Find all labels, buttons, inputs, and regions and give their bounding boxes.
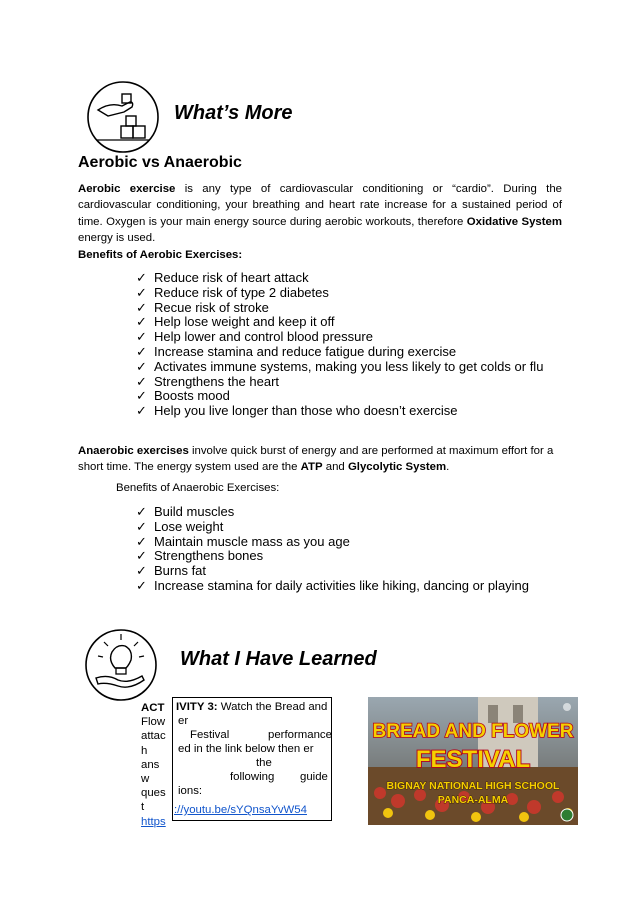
activity-box: [172, 697, 332, 821]
festival-location: PANCA-ALMA: [437, 794, 509, 806]
list-item: ✓ Increase stamina for daily activities like hiking, dancing or playing: [136, 577, 530, 593]
list-item: ✓ Maintain muscle mass as you age: [136, 533, 350, 549]
list-item: ✓ Burns fat: [136, 563, 207, 579]
section-title-whats-more: What’s More: [174, 102, 293, 124]
activity-line-6a: following: [230, 771, 275, 783]
section-title-what-i-have-learned: What I Have Learned: [180, 648, 377, 670]
activity-line-3a: Festival: [190, 729, 230, 741]
list-item: ✓ Strengthens the heart: [136, 373, 280, 389]
anaerobic-paragraph: [78, 443, 568, 476]
check-icon: ✓: [136, 314, 147, 330]
activity-line-7: ions:: [178, 785, 203, 797]
festival-school-name: BIGNAY NATIONAL HIGH SCHOOL: [386, 780, 560, 792]
activity-link-fragment[interactable]: https: [141, 815, 166, 828]
list-item: ✓ Boosts mood: [136, 388, 230, 404]
activity-left-column: [141, 701, 166, 829]
aerobic-text-end: energy is used.: [78, 231, 156, 244]
activity-fragment: t: [141, 801, 145, 814]
activity-line-3b: performance: [268, 729, 332, 741]
list-item: ✓ Increase stamina and reduce fatigue during exercise: [136, 343, 457, 359]
anaerobic-text-and: and: [322, 461, 348, 474]
term-aerobic-exercise: Aerobic exercise: [78, 183, 176, 195]
anaerobic-text: involve quick burst of energy and are performed at maximum effort for a short time. The energy system used are the: [78, 445, 554, 474]
aerobic-paragraph: [78, 181, 562, 246]
activity-line-5: the: [256, 757, 272, 769]
term-glycolytic-system: Glycolytic System: [347, 461, 447, 474]
list-item: ✓ Activates immune systems, making you less likely to get colds or flu: [136, 358, 544, 374]
activity-line-1: IVITY 3: Watch the Bread and: [176, 701, 328, 713]
activity-line-2: er: [178, 715, 189, 727]
anaerobic-benefits-list: [136, 505, 529, 594]
subheading-aerobic-vs-anaerobic: Aerobic vs Anaerobic: [78, 154, 242, 171]
aerobic-benefits-list: [136, 271, 543, 419]
festival-photo: [368, 697, 578, 825]
aerobic-text: is any type of cardiovascular conditioning or “cardio”. During the cardiovascular conditioning, your breathing and heart rate increase for a sustained period of time. Oxygen is your main energy source during aerobic workouts, therefore: [78, 183, 563, 228]
hand-blocks-icon: [86, 80, 160, 154]
list-item: ✓ Lose weight: [136, 518, 224, 534]
activity-fragment: w: [141, 773, 150, 786]
check-icon: ✓: [136, 504, 147, 519]
check-icon: ✓: [136, 533, 147, 549]
check-icon: ✓: [136, 270, 147, 285]
check-icon: ✓: [136, 548, 147, 564]
check-icon: ✓: [136, 329, 147, 345]
check-icon: ✓: [136, 577, 147, 593]
activity-fragment: ans: [141, 758, 160, 771]
term-atp: ATP: [300, 461, 323, 474]
check-icon: ✓: [136, 299, 147, 315]
anaerobic-text-end: .: [446, 461, 450, 474]
list-item: ✓ Help lose weight and keep it off: [136, 314, 335, 330]
list-item: ✓ Build muscles: [136, 504, 235, 519]
list-item: ✓ Reduce risk of heart attack: [136, 270, 309, 285]
list-item: ✓ Help lower and control blood pressure: [136, 329, 373, 345]
list-item: ✓ Help you live longer than those who doesn’t exercise: [136, 403, 458, 419]
activity-fragment: attac: [141, 730, 166, 743]
check-icon: ✓: [136, 358, 147, 374]
list-item: ✓ Strengthens bones: [136, 548, 264, 564]
term-oxidative-system: Oxidative System: [466, 215, 563, 228]
activity-line-6b: guide: [300, 771, 328, 783]
festival-title-line2: FESTIVAL: [415, 746, 531, 773]
check-icon: ✓: [136, 284, 147, 300]
anaerobic-benefits-heading: Benefits of Anaerobic Exercises:: [116, 482, 280, 494]
list-item: ✓ Recue risk of stroke: [136, 299, 269, 315]
activity-fragment: ACT: [141, 702, 165, 714]
activity-fragment: h: [141, 744, 148, 757]
check-icon: ✓: [136, 343, 147, 359]
school-seal-icon: [561, 809, 573, 821]
lightbulb-hand-icon: [84, 628, 158, 702]
activity-fragment: Flow: [141, 716, 166, 729]
activity-line-4: ed in the link below then er: [178, 743, 314, 755]
check-icon: ✓: [136, 403, 147, 419]
term-anaerobic-exercises: Anaerobic exercises: [78, 445, 189, 457]
youtube-link[interactable]: ://youtu.be/sYQnsaYvW54: [174, 804, 307, 816]
aerobic-benefits-heading: Benefits of Aerobic Exercises:: [78, 249, 243, 261]
check-icon: ✓: [136, 518, 147, 534]
check-icon: ✓: [136, 563, 147, 579]
watermark-icon: [563, 703, 571, 711]
check-icon: ✓: [136, 388, 147, 404]
check-icon: ✓: [136, 373, 147, 389]
festival-title-line1: BREAD AND FLOWER: [372, 721, 574, 742]
list-item: ✓ Reduce risk of type 2 diabetes: [136, 284, 329, 300]
activity-fragment: ques: [141, 787, 166, 800]
